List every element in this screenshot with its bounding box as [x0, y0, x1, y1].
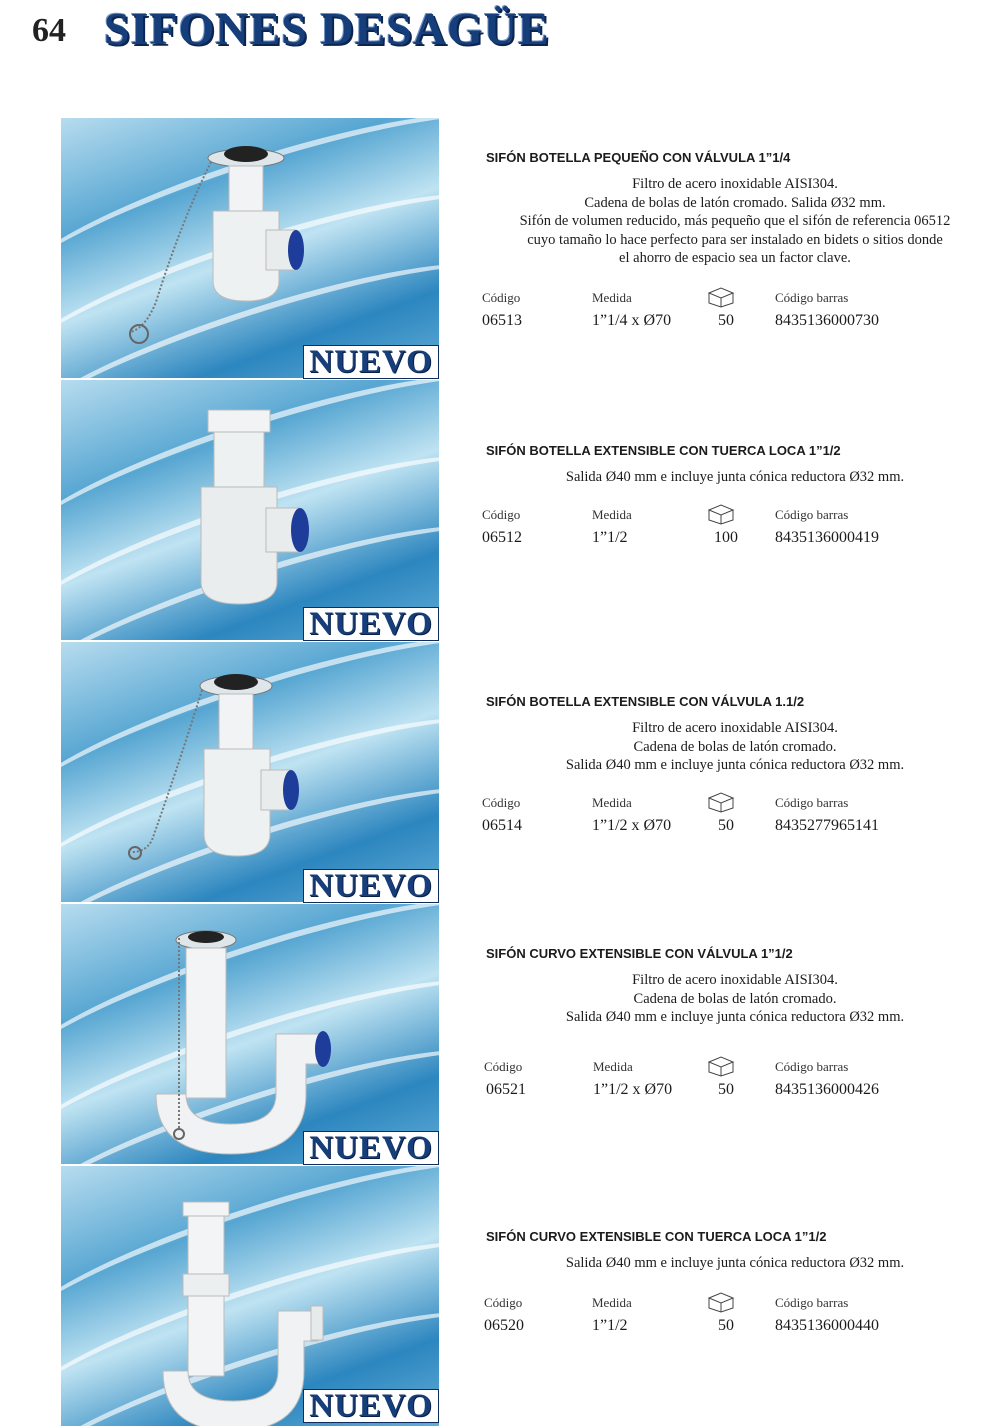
- product-title: SIFÓN CURVO EXTENSIBLE CON TUERCA LOCA 1”1/2: [486, 1229, 827, 1244]
- bottle-trap-with-valve-icon: [61, 118, 439, 378]
- product-description: Salida Ø40 mm e incluye junta cónica reductora Ø32 mm.: [565, 1255, 905, 1271]
- barcode-header: Código barras: [775, 506, 849, 522]
- product-photo: [61, 118, 439, 378]
- product-barcode: 8435136000419: [775, 528, 879, 546]
- box-icon: [706, 1055, 736, 1077]
- code-header: Código: [482, 794, 521, 810]
- product-description: Filtro de acero inoxidable AISI304. Cadena de bolas de latón cromado. Salida Ø40 mm e incluye junta cónica reductora Ø32 mm.: [565, 720, 905, 773]
- box-icon: [706, 286, 736, 308]
- barcode-header: Código barras: [775, 794, 849, 810]
- product-photo: [61, 904, 439, 1164]
- product-units: 50: [718, 311, 734, 329]
- barcode-header: Código barras: [775, 1058, 849, 1074]
- box-icon: [706, 791, 736, 813]
- new-badge: NUEVO: [303, 607, 439, 641]
- size-header: Medida: [592, 506, 632, 522]
- product-barcode: 8435136000730: [775, 311, 879, 329]
- product-description: Salida Ø40 mm e incluye junta cónica reductora Ø32 mm.: [565, 469, 905, 485]
- size-header: Medida: [593, 1058, 633, 1074]
- page-title: SIFONES DESAGÜE: [104, 3, 550, 54]
- code-header: Código: [484, 1294, 523, 1310]
- box-icon: [706, 503, 736, 525]
- code-header: Código: [482, 506, 521, 522]
- product-title: SIFÓN BOTELLA EXTENSIBLE CON TUERCA LOCA 1”1/2: [486, 443, 841, 458]
- barcode-header: Código barras: [775, 1294, 849, 1310]
- product-units: 100: [714, 528, 738, 546]
- product-photo: [61, 642, 439, 902]
- new-badge: NUEVO: [303, 1389, 439, 1423]
- product-description: Filtro de acero inoxidable AISI304. Cadena de bolas de latón cromado. Salida Ø40 mm e incluye junta cónica reductora Ø32 mm.: [565, 972, 905, 1025]
- size-header: Medida: [592, 289, 632, 305]
- new-badge: NUEVO: [303, 345, 439, 379]
- product-description: Filtro de acero inoxidable AISI304. Cadena de bolas de latón cromado. Salida Ø32 mm. Sifón de volumen reducido, más pequeño que el sifón de referencia 06512 cuyo tamaño lo hace perfecto para ser instalado en bidets o sitios donde el ahorro de espacio sea un factor clave.: [519, 176, 951, 266]
- box-icon: [706, 1291, 736, 1313]
- bottle-trap-with-valve-icon: [61, 642, 439, 902]
- new-badge: NUEVO: [303, 1131, 439, 1165]
- product-code: 06513: [482, 311, 522, 329]
- product-code: 06514: [482, 816, 522, 834]
- spec-table: [480, 795, 990, 855]
- size-header: Medida: [592, 794, 632, 810]
- product-size: 1”1/2 x Ø70: [593, 1080, 673, 1098]
- size-header: Medida: [592, 1294, 632, 1310]
- code-header: Código: [482, 289, 521, 305]
- spec-table: [480, 507, 990, 567]
- product-code: 06520: [484, 1316, 524, 1334]
- barcode-header: Código barras: [775, 289, 849, 305]
- product-barcode: 8435136000440: [775, 1316, 879, 1334]
- spec-table: [480, 1295, 990, 1355]
- product-size: 1”1/2: [592, 528, 628, 546]
- product-size: 1”1/4 x Ø70: [592, 311, 672, 329]
- product-size: 1”1/2: [592, 1316, 628, 1334]
- product-code: 06521: [486, 1080, 526, 1098]
- bottle-trap-icon: [61, 380, 439, 640]
- product-code: 06512: [482, 528, 522, 546]
- product-units: 50: [718, 816, 734, 834]
- new-badge: NUEVO: [303, 869, 439, 903]
- product-title: SIFÓN BOTELLA EXTENSIBLE CON VÁLVULA 1.1/2: [486, 694, 805, 709]
- code-header: Código: [484, 1058, 523, 1074]
- page-number: 64: [32, 12, 66, 49]
- product-title: SIFÓN BOTELLA PEQUEÑO CON VÁLVULA 1”1/4: [486, 150, 791, 165]
- spec-table: [480, 290, 990, 350]
- product-size: 1”1/2 x Ø70: [592, 816, 672, 834]
- product-units: 50: [718, 1316, 734, 1334]
- product-barcode: 8435136000426: [775, 1080, 879, 1098]
- product-photo: [61, 380, 439, 640]
- product-title: SIFÓN CURVO EXTENSIBLE CON VÁLVULA 1”1/2: [486, 946, 793, 961]
- curved-trap-with-valve-icon: [61, 904, 439, 1164]
- product-units: 50: [718, 1080, 734, 1098]
- spec-table: [480, 1059, 990, 1119]
- product-barcode: 8435277965141: [775, 816, 879, 834]
